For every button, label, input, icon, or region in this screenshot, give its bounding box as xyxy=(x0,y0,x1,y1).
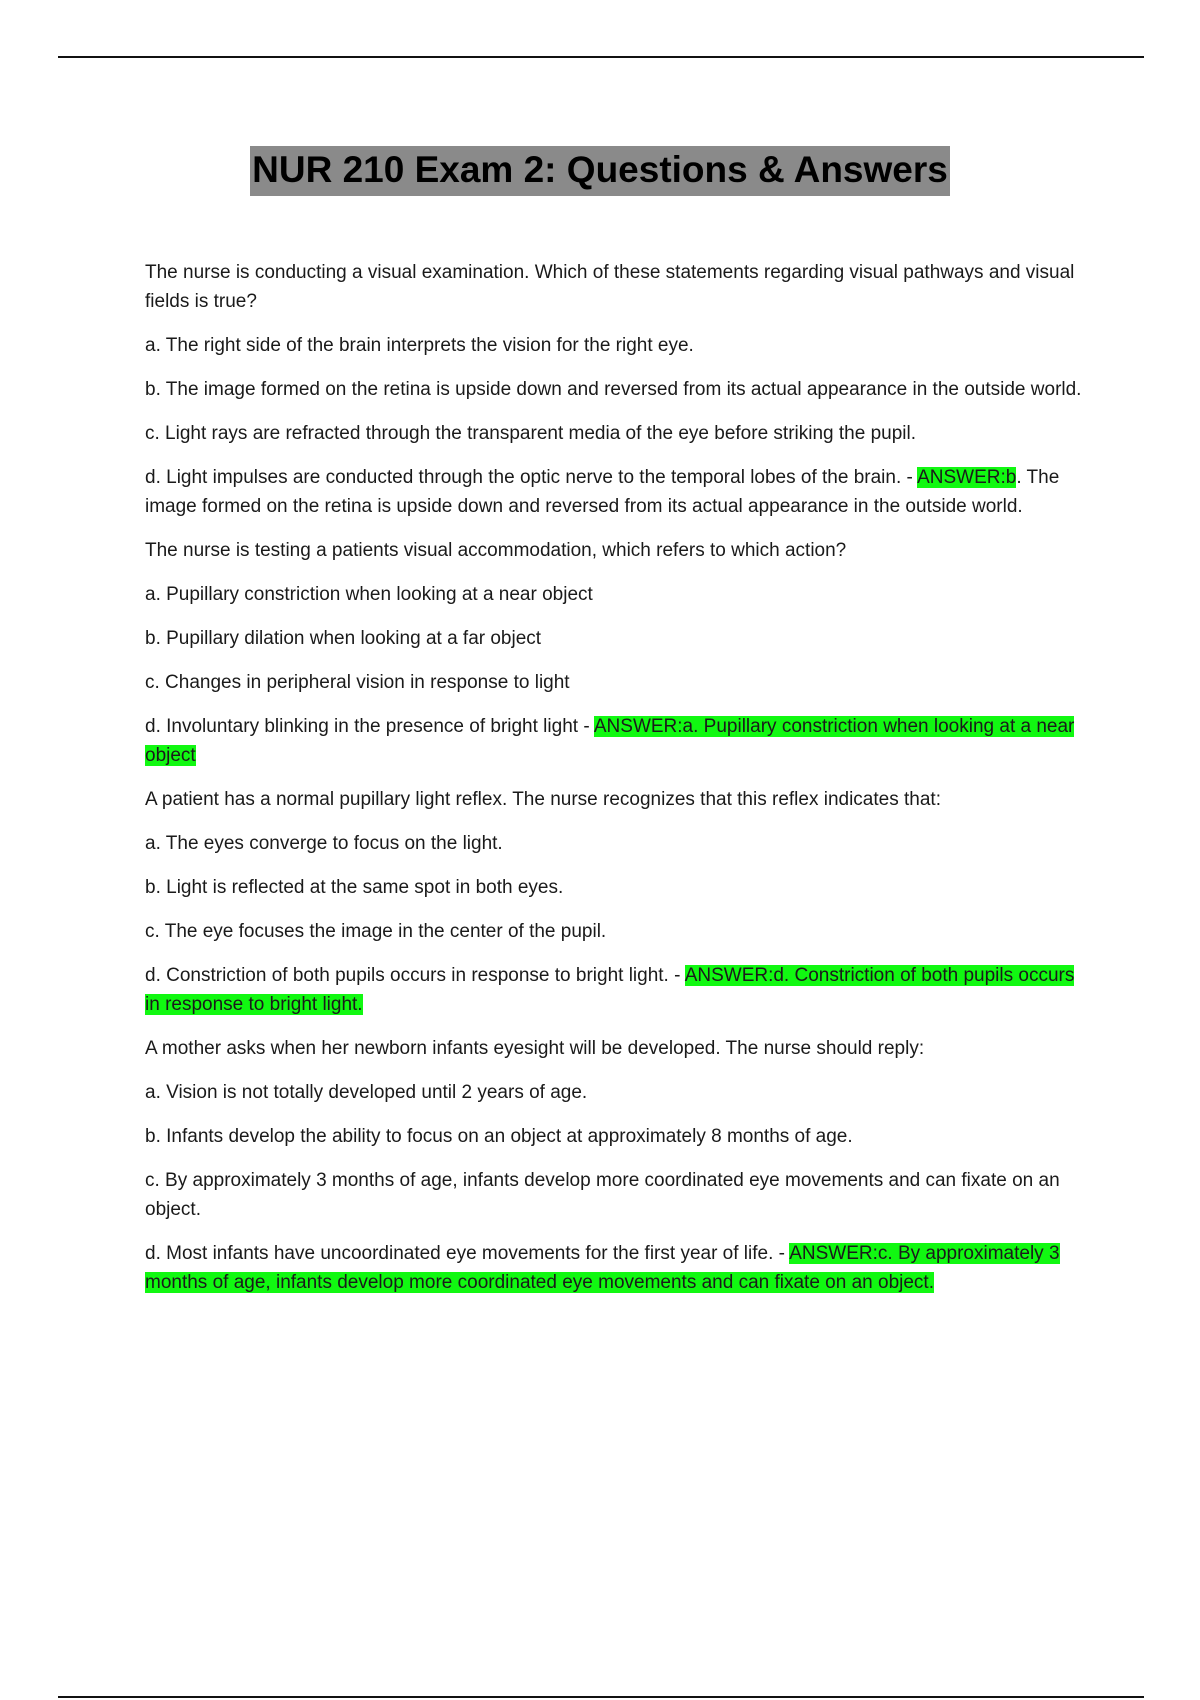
option-b: b. Pupillary dilation when looking at a far object xyxy=(145,628,542,649)
option-c: c. Light rays are refracted through the transparent media of the eye before striking the pupil. xyxy=(145,423,916,444)
top-rule xyxy=(58,56,1144,58)
answer-highlight: ANSWER:d. Constriction of both pupils occurs in response to bright light. xyxy=(145,965,1075,1015)
option-b: b. Infants develop the ability to focus on an object at approximately 8 months of age. xyxy=(145,1126,853,1147)
option-b: b. Light is reflected at the same spot in both eyes. xyxy=(145,877,564,898)
option-d-with-answer xyxy=(145,463,1090,521)
option-d: d. Light impulses are conducted through the optic nerve to the temporal lobes of the brain. - xyxy=(145,467,918,488)
option-a: a. Vision is not totally developed until 2 years of age. xyxy=(145,1082,588,1103)
option-a: a. Pupillary constriction when looking at a near object xyxy=(145,584,593,605)
document-body xyxy=(145,258,1090,1312)
option-a: a. The right side of the brain interprets the vision for the right eye. xyxy=(145,335,694,356)
question-stem: The nurse is conducting a visual examination. Which of these statements regarding visual pathways and visual fields is true? xyxy=(145,262,1075,312)
option-d-with-answer xyxy=(145,1239,1090,1297)
title-wrap xyxy=(0,146,1200,196)
answer-highlight: ANSWER:b xyxy=(917,467,1017,488)
question-stem: The nurse is testing a patients visual accommodation, which refers to which action? xyxy=(145,540,847,561)
option-c: c. By approximately 3 months of age, infants develop more coordinated eye movements and can fixate on an object. xyxy=(145,1170,1060,1220)
option-d-with-answer xyxy=(145,712,1090,770)
answer-tail: . The image formed on the retina is upside down and reversed from its actual appearance in the outside world. xyxy=(145,467,1060,517)
option-c: c. The eye focuses the image in the center of the pupil. xyxy=(145,921,607,942)
answer-highlight: ANSWER:c. By approximately 3 months of age, infants develop more coordinated eye movements and can fixate on an object. xyxy=(145,1243,1060,1293)
option-d: d. Constriction of both pupils occurs in response to bright light. - xyxy=(145,965,685,986)
option-d-with-answer xyxy=(145,961,1090,1019)
answer-highlight: ANSWER:a. Pupillary constriction when looking at a near object xyxy=(145,716,1075,766)
bottom-rule xyxy=(58,1696,1144,1698)
option-b: b. The image formed on the retina is upside down and reversed from its actual appearance in the outside world. xyxy=(145,379,1082,400)
option-d: d. Involuntary blinking in the presence of bright light - xyxy=(145,716,594,737)
option-a: a. The eyes converge to focus on the light. xyxy=(145,833,503,854)
question-stem: A patient has a normal pupillary light reflex. The nurse recognizes that this reflex indicates that: xyxy=(145,789,941,810)
option-c: c. Changes in peripheral vision in response to light xyxy=(145,672,570,693)
question-stem: A mother asks when her newborn infants eyesight will be developed. The nurse should reply: xyxy=(145,1038,925,1059)
option-d: d. Most infants have uncoordinated eye movements for the first year of life. - xyxy=(145,1243,790,1264)
document-title: NUR 210 Exam 2: Questions & Answers xyxy=(250,146,950,196)
